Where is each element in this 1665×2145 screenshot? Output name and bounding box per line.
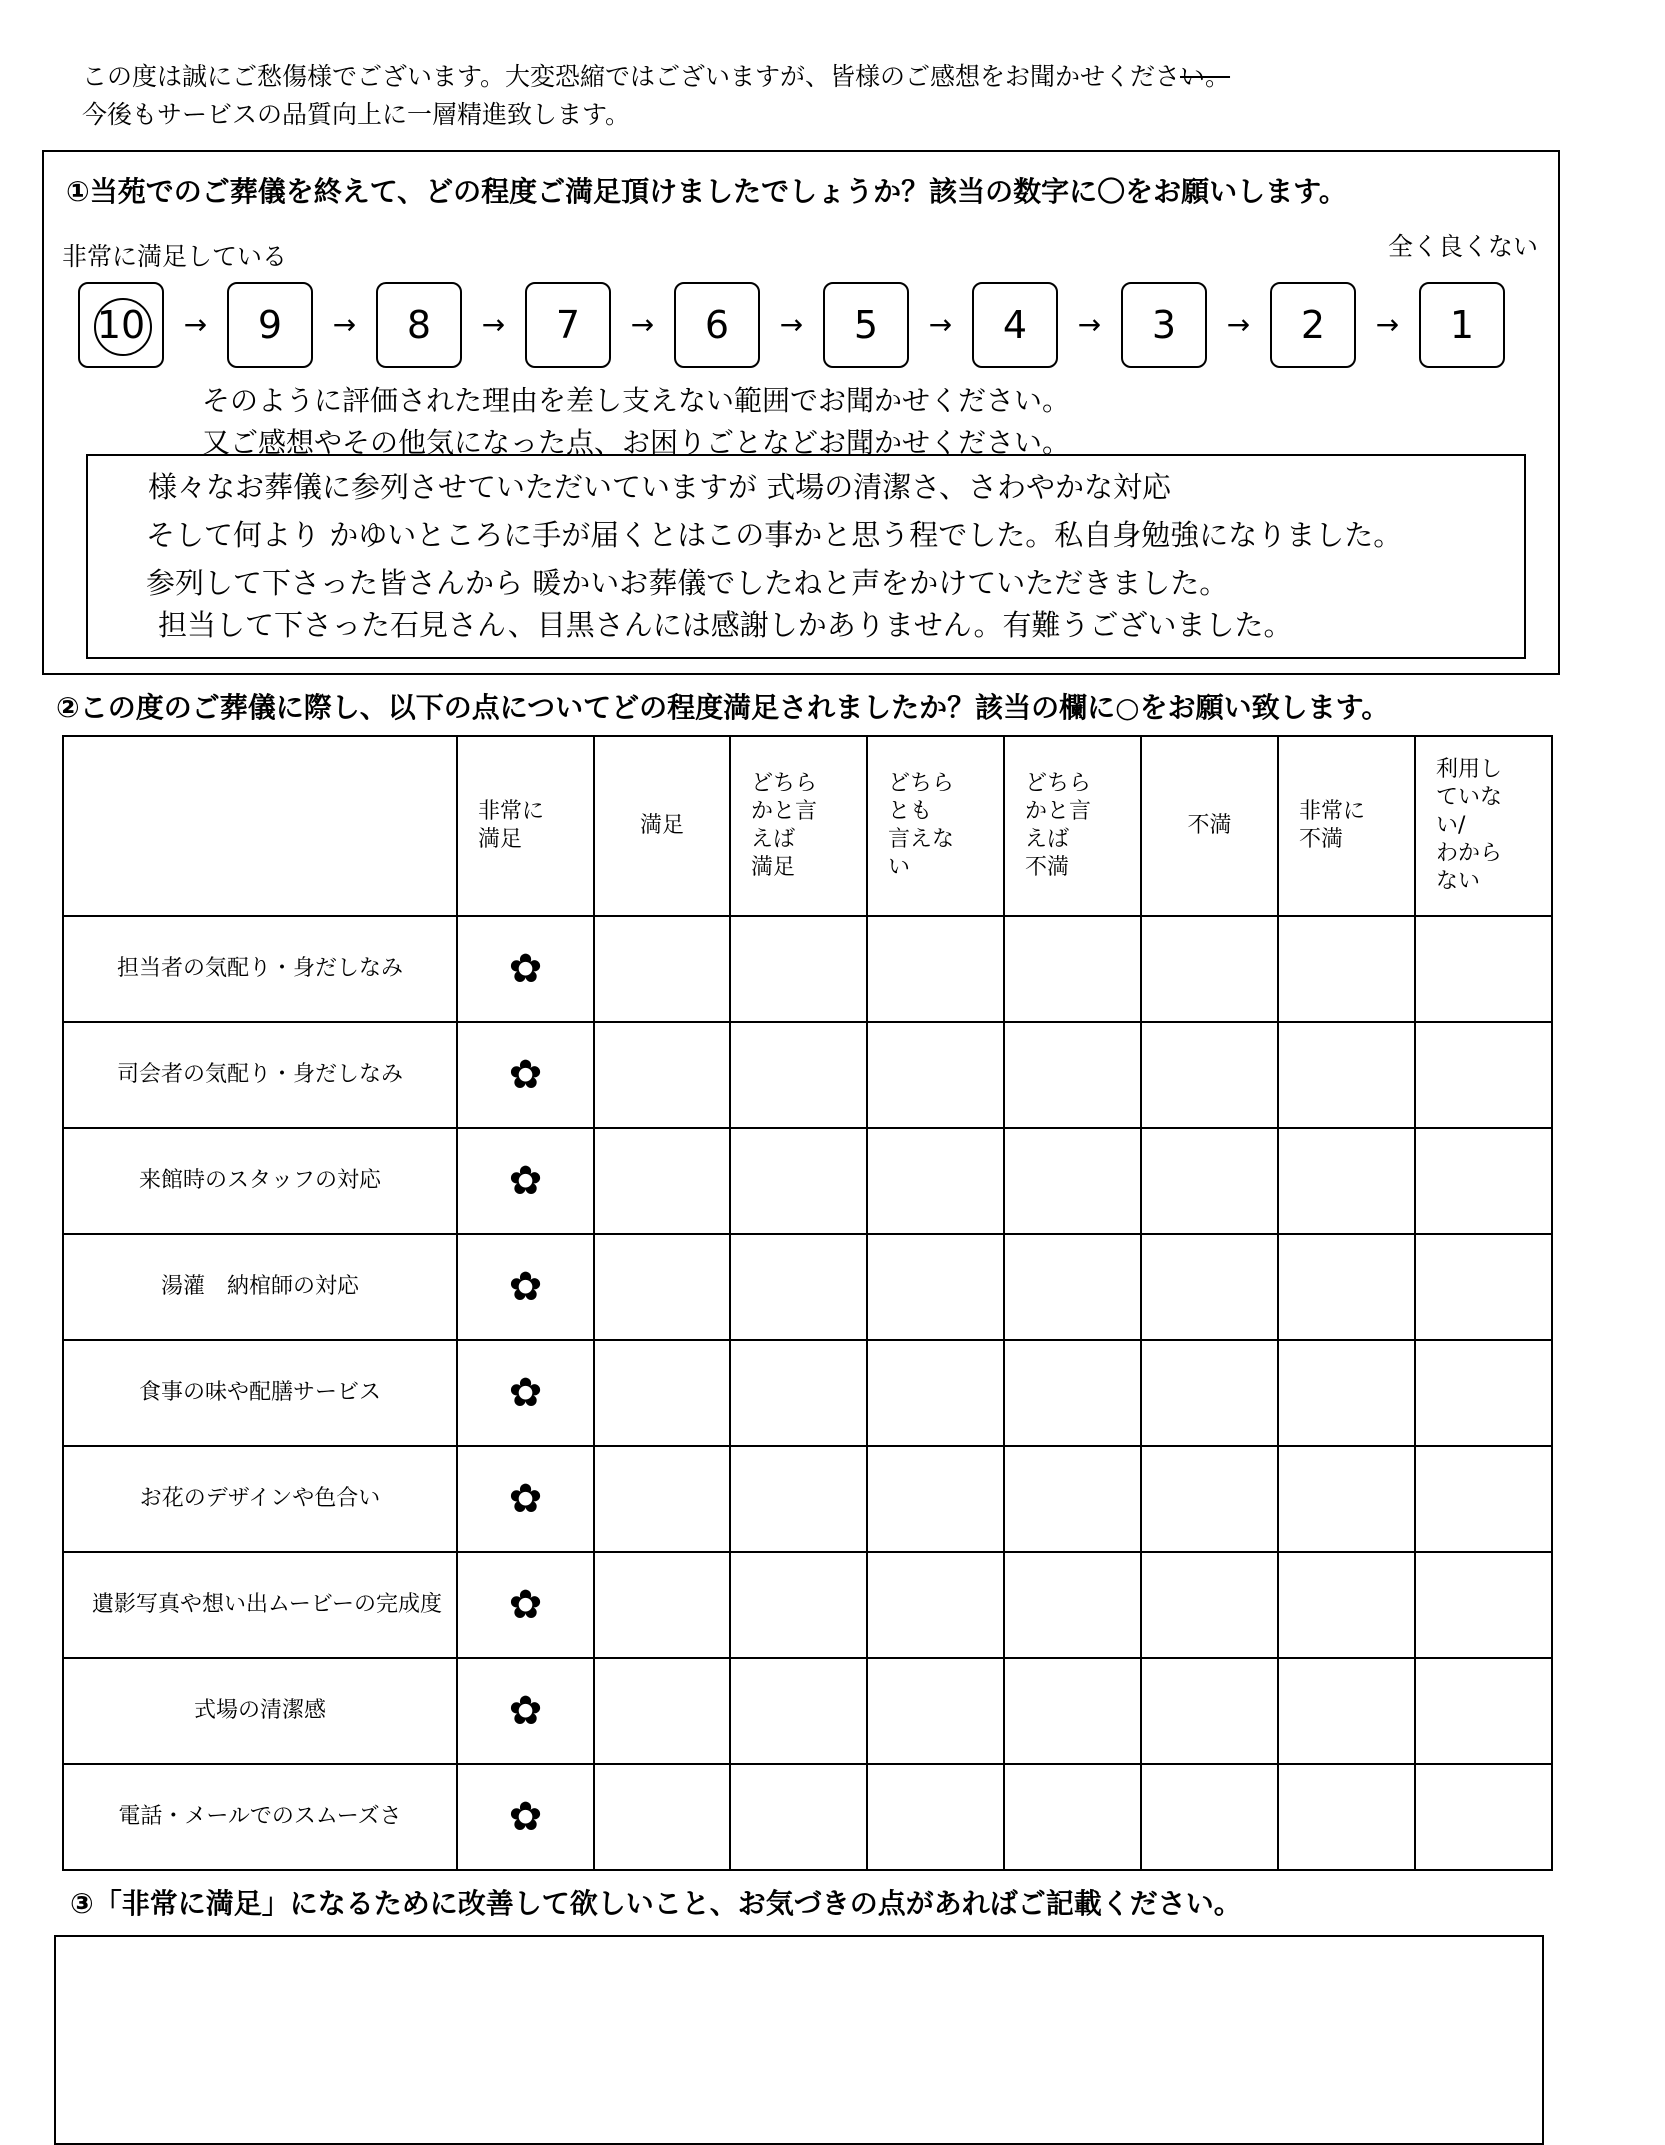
rating-cell[interactable]	[1004, 1234, 1141, 1340]
column-header: 満足	[594, 736, 730, 916]
scale-arrow: →	[630, 308, 655, 341]
table-row	[63, 1234, 1552, 1340]
scale-option-4[interactable]: 4	[972, 282, 1058, 368]
rating-cell[interactable]	[867, 1340, 1004, 1446]
rating-cell[interactable]	[1278, 1658, 1415, 1764]
rating-cell[interactable]	[594, 1128, 730, 1234]
circle-mark-icon: ✿	[508, 946, 543, 992]
rating-cell[interactable]	[730, 1658, 867, 1764]
comment-box[interactable]	[86, 454, 1526, 659]
scale-arrow: →	[779, 308, 804, 341]
row-label: 担当者の気配り・身だしなみ	[63, 916, 457, 1022]
scale-high-label: 非常に満足している	[62, 242, 288, 271]
rating-cell[interactable]	[594, 1340, 730, 1446]
rating-cell[interactable]	[1141, 1234, 1278, 1340]
rating-cell[interactable]	[594, 1764, 730, 1870]
scale-option-2[interactable]: 2	[1270, 282, 1356, 368]
comment-line-4: 担当して下さった石見さん、目黒さんには感謝しかありません。有難うございました。	[158, 608, 1293, 642]
circle-mark-icon: ✿	[508, 1158, 543, 1204]
rating-cell[interactable]	[730, 1340, 867, 1446]
rating-cell[interactable]	[1415, 1658, 1552, 1764]
rating-cell[interactable]	[1141, 1552, 1278, 1658]
rating-cell[interactable]	[730, 1022, 867, 1128]
rating-cell[interactable]	[1141, 1340, 1278, 1446]
intro-line-1-struck: い。	[1180, 62, 1231, 91]
rating-cell[interactable]	[1004, 1658, 1141, 1764]
row-label: 来館時のスタッフの対応	[63, 1128, 457, 1234]
rating-cell[interactable]	[1278, 1446, 1415, 1552]
circle-mark-icon: ✿	[508, 1264, 543, 1310]
rating-cell[interactable]	[1278, 1764, 1415, 1870]
circle-mark-icon: ✿	[508, 1582, 543, 1628]
column-header: 非常に 不満	[1278, 736, 1415, 916]
rating-cell[interactable]	[867, 916, 1004, 1022]
rating-cell[interactable]	[1004, 1552, 1141, 1658]
rating-cell[interactable]	[1004, 1128, 1141, 1234]
row-label: お花のデザインや色合い	[63, 1446, 457, 1552]
column-header: どちら かと言 えば 不満	[1004, 736, 1141, 916]
row-label: 遺影写真や想い出ムービーの完成度	[63, 1552, 457, 1658]
rating-cell[interactable]	[1415, 1552, 1552, 1658]
row-label: 食事の味や配膳サービス	[63, 1340, 457, 1446]
table-row	[63, 1022, 1552, 1128]
section-2-title: ②この度のご葬儀に際し、以下の点についてどの程度満足されましたか？該当の欄に○をお願い致します。	[56, 691, 1390, 724]
column-header: 非常に 満足	[457, 736, 594, 916]
row-label: 電話・メールでのスムーズさ	[63, 1764, 457, 1870]
intro-line-1	[82, 58, 1230, 96]
scale-option-5[interactable]: 5	[823, 282, 909, 368]
circle-mark-icon: ✿	[508, 1476, 543, 1522]
rating-cell[interactable]	[1141, 1128, 1278, 1234]
improvement-comment-box[interactable]	[54, 1935, 1544, 2145]
rating-cell[interactable]	[594, 916, 730, 1022]
table-row	[63, 1658, 1552, 1764]
scale-arrow: →	[1375, 308, 1400, 341]
rating-cell[interactable]	[867, 1128, 1004, 1234]
rating-cell[interactable]	[594, 1552, 730, 1658]
rating-cell[interactable]	[1004, 1340, 1141, 1446]
rating-cell[interactable]	[1415, 1128, 1552, 1234]
scale-arrow: →	[1226, 308, 1251, 341]
rating-cell[interactable]	[457, 1446, 594, 1552]
rating-cell[interactable]	[1004, 1764, 1141, 1870]
column-header: 不満	[1141, 736, 1278, 916]
rating-cell[interactable]	[1415, 1764, 1552, 1870]
rating-cell[interactable]	[1278, 916, 1415, 1022]
rating-cell[interactable]	[457, 1658, 594, 1764]
rating-cell[interactable]	[1141, 1446, 1278, 1552]
scale-option-8[interactable]: 8	[376, 282, 462, 368]
comment-line-1: 様々なお葬儀に参列させていただいていますが 式場の清潔さ、さわやかな対応	[148, 470, 1172, 504]
table-row	[63, 1446, 1552, 1552]
rating-cell[interactable]	[1141, 1022, 1278, 1128]
table-row	[63, 1128, 1552, 1234]
rating-cell[interactable]	[1278, 1022, 1415, 1128]
intro-text	[82, 58, 1230, 134]
comment-line-3: 参列して下さった皆さんから 暖かいお葬儀でしたねと声をかけていただきました。	[146, 566, 1229, 600]
rating-cell[interactable]	[1278, 1234, 1415, 1340]
scale-arrow: →	[1077, 308, 1102, 341]
table-row	[63, 1340, 1552, 1446]
rating-cell[interactable]	[1141, 1764, 1278, 1870]
rating-cell[interactable]	[730, 1128, 867, 1234]
intro-line-1-main: この度は誠にご愁傷様でございます。大変恐縮ではございますが、皆様のご感想をお聞かせくださ	[82, 62, 1181, 91]
header-blank-cell	[63, 736, 457, 916]
rating-cell[interactable]	[867, 1446, 1004, 1552]
scale-arrow: →	[928, 308, 953, 341]
row-label: 式場の清潔感	[63, 1658, 457, 1764]
table-row	[63, 1764, 1552, 1870]
section-3-title: ③「非常に満足」になるために改善して欲しいこと、お気づきの点があればご記載ください。	[70, 1887, 1242, 1920]
section-1-title: ①当苑でのご葬儀を終えて、どの程度ご満足頂けましたでしょうか？該当の数字に〇をお願いします。	[66, 175, 1347, 208]
rating-cell[interactable]	[1415, 916, 1552, 1022]
rating-cell[interactable]	[867, 1552, 1004, 1658]
table-row	[63, 916, 1552, 1022]
rating-cell[interactable]	[1141, 916, 1278, 1022]
rating-cell[interactable]	[730, 1764, 867, 1870]
rating-cell[interactable]	[730, 1552, 867, 1658]
column-header: 利用し ていな い/ わから ない	[1415, 736, 1552, 916]
circle-mark-icon: ✿	[508, 1052, 543, 1098]
rating-cell[interactable]	[867, 1764, 1004, 1870]
rating-cell[interactable]	[1004, 916, 1141, 1022]
circle-mark-icon: ✿	[508, 1370, 543, 1416]
rating-cell[interactable]	[1141, 1658, 1278, 1764]
scale-arrow: →	[183, 308, 208, 341]
rating-cell[interactable]	[457, 1552, 594, 1658]
rating-cell[interactable]	[867, 1658, 1004, 1764]
rating-cell[interactable]	[457, 1128, 594, 1234]
scale-option-7[interactable]: 7	[525, 282, 611, 368]
rating-cell[interactable]	[457, 1340, 594, 1446]
rating-cell[interactable]	[1415, 1234, 1552, 1340]
scale-option-3[interactable]: 3	[1121, 282, 1207, 368]
scale-arrow: →	[332, 308, 357, 341]
reason-prompt-1: そのように評価された理由を差し支えない範囲でお聞かせください。	[202, 384, 1071, 417]
rating-cell[interactable]	[594, 1658, 730, 1764]
rating-cell[interactable]	[1415, 1446, 1552, 1552]
rating-cell[interactable]	[730, 916, 867, 1022]
rating-cell[interactable]	[457, 1764, 594, 1870]
scale-arrow: →	[481, 308, 506, 341]
rating-cell[interactable]	[1004, 1446, 1141, 1552]
rating-cell[interactable]	[1278, 1552, 1415, 1658]
intro-line-2: 今後もサービスの品質向上に一層精進致します。	[82, 100, 631, 129]
circle-mark-icon: ✿	[508, 1794, 543, 1840]
rating-cell[interactable]	[457, 1234, 594, 1340]
rating-cell[interactable]	[1415, 1340, 1552, 1446]
row-label: 司会者の気配り・身だしなみ	[63, 1022, 457, 1128]
table-header-row	[63, 736, 1552, 916]
scale-option-9[interactable]: 9	[227, 282, 313, 368]
rating-cell[interactable]	[1278, 1128, 1415, 1234]
scale-option-10[interactable]: 10	[78, 282, 164, 368]
scale-low-label: 全く良くない	[1387, 232, 1538, 261]
rating-cell[interactable]	[730, 1234, 867, 1340]
rating-cell[interactable]	[867, 1022, 1004, 1128]
column-header: どちら とも 言えな い	[867, 736, 1004, 916]
row-label: 湯灌 納棺師の対応	[63, 1234, 457, 1340]
rating-cell[interactable]	[594, 1022, 730, 1128]
rating-cell[interactable]	[594, 1234, 730, 1340]
rating-cell[interactable]	[1278, 1340, 1415, 1446]
satisfaction-table	[62, 735, 1553, 1871]
rating-cell[interactable]	[1415, 1022, 1552, 1128]
rating-cell[interactable]	[730, 1446, 867, 1552]
rating-cell[interactable]	[457, 1022, 594, 1128]
table-row	[63, 1552, 1552, 1658]
rating-cell[interactable]	[867, 1234, 1004, 1340]
section-1-rating	[42, 150, 1560, 675]
column-header: どちら かと言 えば 満足	[730, 736, 867, 916]
circle-mark-icon: ✿	[508, 1688, 543, 1734]
rating-cell[interactable]	[1004, 1022, 1141, 1128]
comment-line-2: そして何より かゆいところに手が届くとはこの事かと思う程でした。私自身勉強になりました。	[146, 518, 1403, 552]
rating-cell[interactable]	[594, 1446, 730, 1552]
rating-cell[interactable]	[457, 916, 594, 1022]
scale-option-1[interactable]: 1	[1419, 282, 1505, 368]
rating-scale	[78, 277, 1548, 372]
scale-option-6[interactable]: 6	[674, 282, 760, 368]
reason-prompt-2: 又ご感想やその他気になった点、お困りごとなどお聞かせください。	[202, 426, 1071, 459]
